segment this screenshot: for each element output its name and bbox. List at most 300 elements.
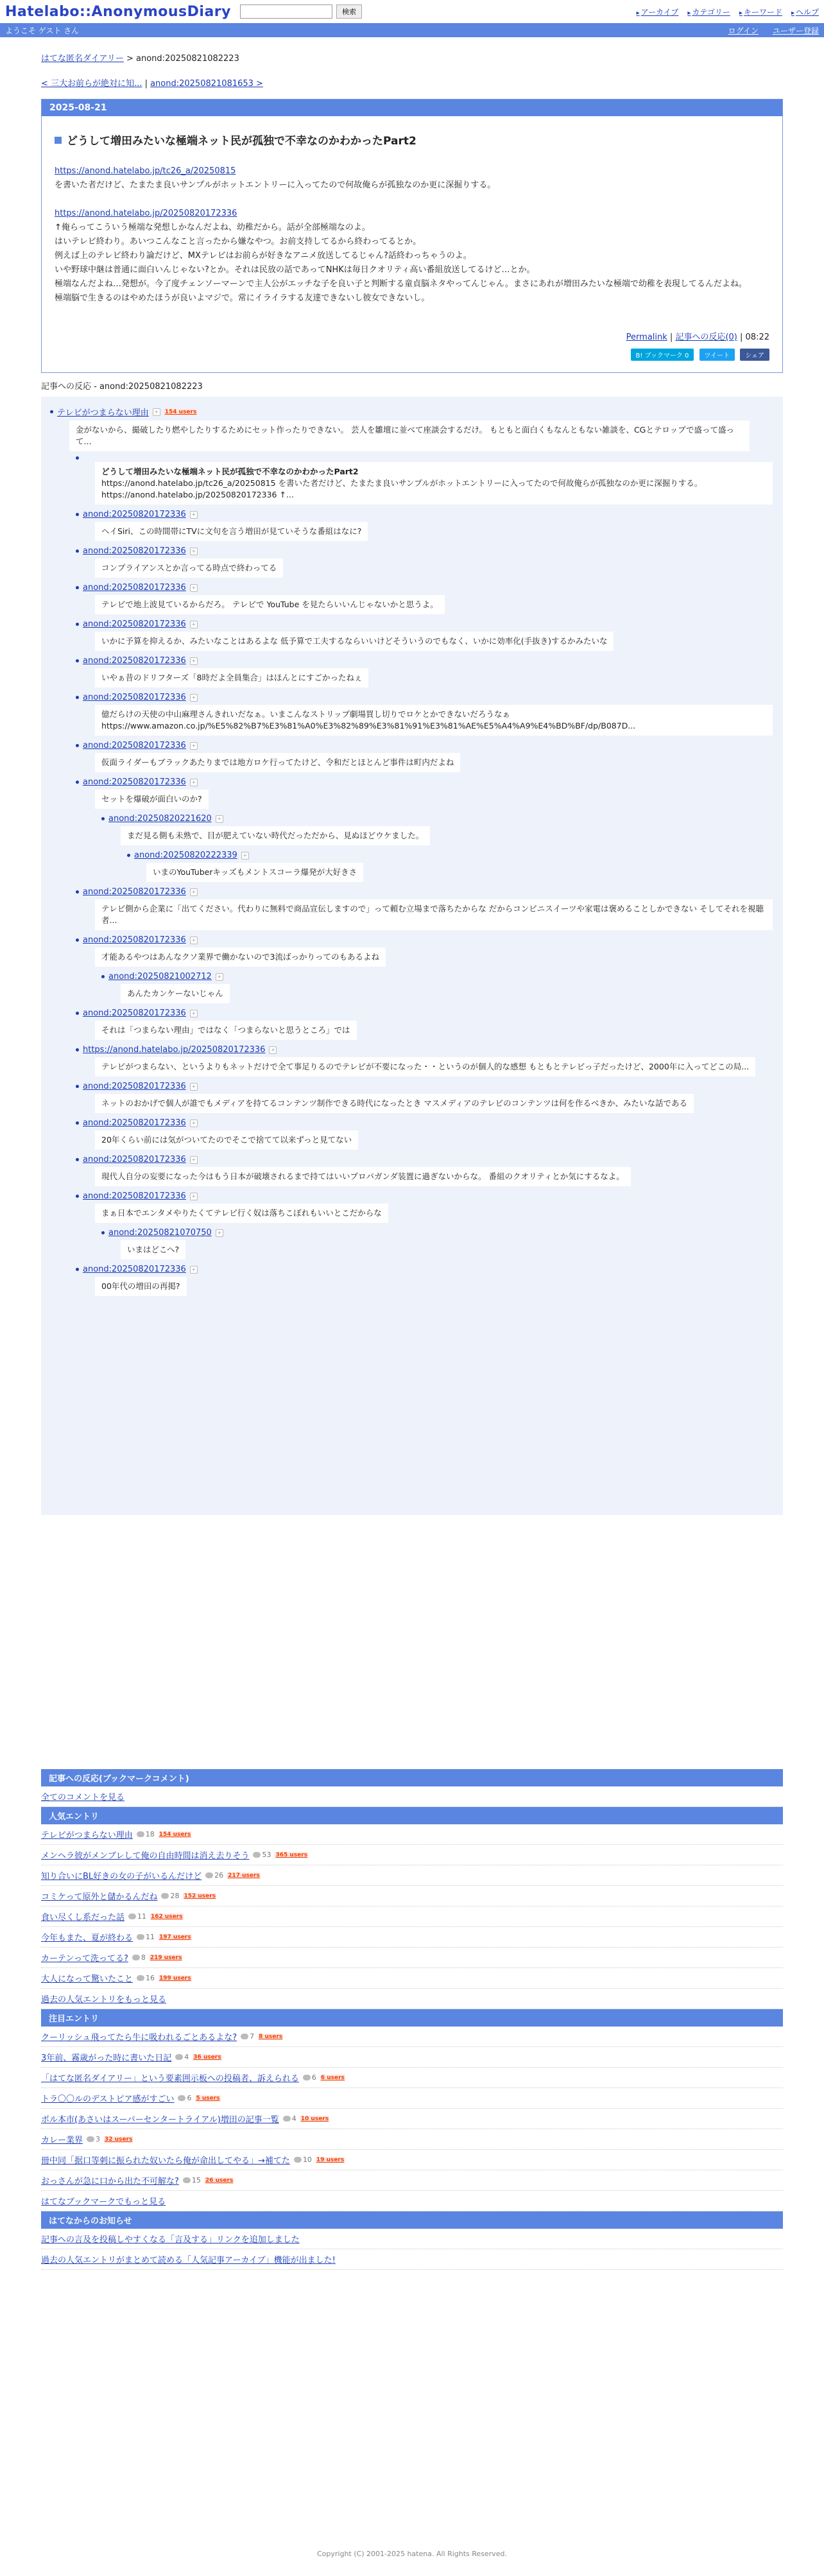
entry-row (41, 1927, 783, 1948)
expand-icon[interactable]: + (241, 852, 249, 860)
reaction-head (50, 406, 773, 418)
reaction-node (76, 777, 773, 809)
users-badge[interactable]: 219 users (150, 1954, 182, 1961)
entry-paragraph: を書いた者だけど、たまたま良いサンプルがホットエントリーに入ってたので何故俺らが孤独なのか更に深掘りする。 (55, 180, 496, 190)
users-badge[interactable]: 6 users (320, 2074, 345, 2081)
bullet-icon (76, 1268, 79, 1271)
reaction-link[interactable]: anond:20250820172336 (83, 1191, 186, 1201)
entry-title-link[interactable]: 冊中同「据口等刺に振られた奴いたら俺が命出してやる」→補てた (41, 2156, 290, 2166)
comment-count[interactable] (283, 2114, 296, 2123)
reaction-text (146, 863, 363, 882)
expand-icon[interactable]: + (190, 779, 198, 786)
reaction-body: ネットのおかげで個人が誰でもメディアを持てるコンテンツ制作できる時代になったとき マスメディアのテレビのコンテンツは何を作るべきか、みたいな話である (101, 1098, 687, 1108)
comment-count[interactable] (137, 1830, 155, 1838)
comment-bubble-icon (175, 2054, 183, 2060)
reaction-body: テレビがつまらない、というよりもネットだけで全て事足りるのでテレビが不要になった・・というのが個人的な感想 もともとテレビっ子だったけど、2000年に入ってどこの局... (101, 1062, 750, 1071)
reaction-node (76, 1008, 773, 1040)
entry-title-link[interactable]: 今年もまた、夏が終わる (41, 1933, 133, 1943)
reaction-text (121, 1240, 185, 1259)
diary-entry (41, 99, 783, 373)
bullet-icon (76, 696, 79, 699)
popular-bar: 人気エントリ (41, 1807, 783, 1824)
bullet-icon (101, 817, 105, 820)
expand-icon[interactable]: + (216, 973, 223, 981)
entry-row (41, 2150, 783, 2170)
breadcrumb-root[interactable]: はてな匿名ダイアリー (41, 54, 124, 64)
expand-icon[interactable]: + (190, 1010, 198, 1017)
comment-count-value: 11 (146, 1933, 155, 1941)
entry-title-link[interactable]: テレビがつまらない理由 (41, 1831, 133, 1840)
reaction-body: 才能あるやつはあんなクソ業界で働かないので3流ばっかりってのもあるよね (101, 952, 379, 962)
expand-icon[interactable]: + (190, 937, 198, 944)
reaction-head (101, 972, 773, 981)
reaction-text (121, 984, 230, 1003)
reaction-node (101, 814, 773, 845)
bullet-icon (76, 549, 79, 553)
bullet-icon (76, 890, 79, 894)
reaction-text (121, 826, 430, 845)
archive-link[interactable]: ▸ アーカイブ (637, 6, 679, 17)
reaction-head (76, 1118, 773, 1128)
expand-icon[interactable]: + (216, 815, 223, 823)
reaction-tree (41, 397, 783, 1515)
reaction-body: https://anond.hatelabo.jp/tc26_a/20250815 を書いた者だけど、たまたま良いサンプルがホットエントリーに入ってたので何故俺らが孤独なのか更に深掘りする。 https://anond.hatelabo.jp/20250820172336 ↑... (101, 478, 703, 499)
users-badge[interactable]: 217 users (228, 1872, 260, 1879)
comment-bubble-icon (303, 2075, 311, 2080)
expand-icon[interactable]: + (190, 1266, 198, 1274)
entry-title-link[interactable]: 知り合いにBL好きの女の子がいるんだけど (41, 1872, 202, 1881)
comment-count-value: 18 (145, 1830, 155, 1838)
comment-bubble-icon (161, 1893, 169, 1899)
expand-icon[interactable]: + (190, 657, 198, 665)
reaction-head (76, 510, 773, 519)
reaction-body: ヘイSiri、この時間帯にTVに文句を言う増田が見ていそうな番組はなに? (101, 526, 362, 536)
user-bar (0, 23, 824, 37)
reaction-body: 現代人自分の妄要になった今はもう日本が破壊されるまで持てはいいプロパガンダ装置に過ぎないからな。 番組のクオリティとか気にするなよ。 (101, 1171, 624, 1181)
comment-count[interactable] (175, 2053, 189, 2061)
reaction-link[interactable]: anond:20250820172336 (83, 546, 186, 556)
category-link[interactable]: ▸ カテゴリー (687, 6, 730, 17)
comment-count[interactable] (183, 2176, 201, 2184)
reaction-body: テレビ側から企業に「出てください。代わりに無料で商品宣伝しますので」って頼む立場まで落ちたからな だからコンビニスイーツや家電は褒めることしかできない そしてそれを視聴者... (101, 904, 764, 925)
expand-icon[interactable]: + (190, 1156, 198, 1164)
reaction-node (127, 851, 773, 882)
login-link[interactable]: ログイン (728, 26, 759, 35)
reaction-text (95, 1094, 694, 1113)
comment-count[interactable] (303, 2073, 316, 2082)
comment-bubble-icon (253, 1852, 261, 1858)
entry-row (41, 1948, 783, 1968)
bullet-icon (101, 975, 105, 978)
news-item[interactable]: 記事への言及を投稿しやすくなる「言及する」リンクを追加しました (41, 2235, 300, 2245)
users-badge[interactable]: 197 users (159, 1933, 191, 1941)
news-bar: はてなからのお知らせ (41, 2211, 783, 2229)
reaction-head (101, 1228, 773, 1238)
bullet-icon (76, 456, 79, 460)
reaction-node (76, 583, 773, 614)
entry-row (41, 2047, 783, 2068)
help-link[interactable]: ▸ ヘルプ (791, 6, 819, 17)
title-square-icon (55, 137, 62, 144)
comment-bubble-icon (137, 1975, 144, 1981)
entry-row (41, 2068, 783, 2088)
reaction-text (95, 1130, 358, 1150)
reactions-title: 記事への反応 - anond:20250821082223 (41, 382, 203, 392)
reaction-node (76, 693, 773, 736)
bullet-icon (76, 1048, 79, 1051)
reaction-head (127, 851, 773, 860)
popular-list (41, 1824, 783, 1989)
reaction-body: まだ見る側も未熟で、目が肥えていない時代だっただから、見ぬほどウケました。 (127, 831, 424, 840)
entry-row (41, 2129, 783, 2150)
comment-count-value: 8 (141, 1953, 146, 1962)
reaction-body: いまはどこへ? (127, 1245, 180, 1254)
users-badge[interactable]: 19 users (316, 2156, 345, 2163)
users-badge[interactable]: 26 users (205, 2177, 234, 2184)
reaction-head (76, 693, 773, 702)
comment-count-value: 6 (311, 2073, 316, 2082)
tweet-button[interactable]: ツイート (700, 349, 735, 361)
entry-title-link[interactable]: クーリッシュ飛ってたら牛に吸われるごとあるよな? (41, 2033, 237, 2043)
reaction-body: 億だらけの天使の中山麻理さんきれいだなぁ。いまこんなストリップ劇場買し切りでロケとかできないだろうなぁ https://www.amazon.co.jp/%E5%82%B7%E3%81%A0%E3%82%89%E3%81%91%E3%81%AE%E5%A4%A9%E4%BD%BF/dp/B087D... (101, 709, 636, 730)
reaction-node (76, 935, 773, 967)
entry-title-link[interactable]: カレー業界 (41, 2136, 83, 2145)
comment-count-value: 53 (262, 1851, 271, 1859)
reaction-link[interactable]: anond:20250820172336 (83, 887, 186, 897)
search-input[interactable] (240, 4, 332, 19)
comment-count[interactable] (137, 1974, 155, 1982)
comment-bubble-icon (137, 1934, 144, 1940)
top-bar (0, 0, 824, 23)
users-badge[interactable]: 154 users (159, 1831, 191, 1838)
entry-line: 例えば上のテレビ終わり論だけど、MXテレビはお前らが好きなアニメ放送してるじゃん?話終わっちゃうのよ。 (55, 251, 472, 261)
expand-icon[interactable]: + (190, 888, 198, 896)
reaction-node (76, 1191, 773, 1223)
reaction-link[interactable]: anond:20250820172336 (83, 777, 186, 787)
reaction-node (76, 546, 773, 578)
reactions-count-link[interactable]: 記事への反応(0) (675, 333, 737, 342)
entry-row (41, 2170, 783, 2191)
reaction-body: テレビで地上波見ているからだろ。 テレビで YouTube を見たらいいんじゃないかと思うよ。 (101, 600, 438, 609)
comment-count-value: 4 (291, 2114, 296, 2123)
users-badge[interactable]: 5 users (196, 2095, 220, 2102)
bullet-icon (76, 1158, 79, 1161)
reaction-body: いかに予算を抑えるか、みたいなことはあるよな 低予算で工夫するならいいけどそういうのでもなく、いかに効率化(手抜き)するかみたいな (101, 636, 608, 646)
bullet-icon (76, 1085, 79, 1088)
reaction-link[interactable]: anond:20250821070750 (108, 1228, 212, 1238)
entry-line: いや野球中継は普通に面白いんじゃない?とか。それは民放の話であってNHKは毎日クオリティ高い番組放送してるけど…とか。 (55, 265, 535, 275)
facebook-share-button[interactable]: シェア (740, 349, 769, 361)
entry-date: 2025-08-21 (42, 99, 782, 116)
entry-row (41, 1845, 783, 1865)
expand-icon[interactable]: + (190, 1083, 198, 1091)
copyright: Copyright (C) 2001-2025 hatena. All Rights Reserved. (317, 2550, 507, 2558)
users-badge[interactable]: 32 users (105, 2136, 133, 2143)
register-link[interactable]: ユーザー登録 (772, 26, 819, 35)
comment-count-value: 3 (96, 2135, 101, 2143)
comment-bubble-icon (294, 2157, 302, 2163)
reaction-link[interactable]: anond:20250820172336 (83, 656, 186, 666)
reaction-link[interactable]: anond:20250820172336 (83, 510, 186, 519)
entry-title-link[interactable]: おっさんが急に口から出た不可解な? (41, 2177, 179, 2186)
reaction-link[interactable]: https://anond.hatelabo.jp/20250820172336 (83, 1045, 266, 1055)
reaction-head (76, 619, 773, 629)
reaction-title[interactable]: どうして増田みたいな極端ネット民が孤独で不幸なのかわかったPart2 (101, 467, 359, 476)
reaction-body: 20年くらい前には気がついてたのでそこで捨てて以来ずっと見てない (101, 1135, 352, 1145)
comment-bubble-icon (137, 1831, 144, 1837)
notable-bar: 注目エントリ (41, 2009, 783, 2027)
bullet-icon (76, 1012, 79, 1015)
expand-icon[interactable]: + (216, 1229, 223, 1237)
reaction-link[interactable]: anond:20250820172336 (83, 1265, 186, 1274)
reaction-node (76, 656, 773, 687)
entry-row (41, 1906, 783, 1927)
popular-more-link[interactable]: 過去の人気エントリをもっと見る (41, 1995, 167, 2005)
reaction-head (76, 935, 773, 945)
entry-row (41, 2088, 783, 2109)
entry-line: ↑俺らってこういう極端な発想しかなんだよね、幼稚だから。話が全部極端なのよ。 (55, 223, 370, 232)
notable-list (41, 2027, 783, 2191)
reaction-node (76, 1265, 773, 1296)
reaction-head (76, 777, 773, 787)
lower-section (41, 1769, 783, 2270)
comment-count[interactable] (128, 1912, 146, 1921)
comment-bubble-icon (132, 1955, 140, 1960)
comment-count[interactable] (161, 1892, 179, 1900)
comment-count[interactable] (178, 2094, 191, 2102)
bullet-icon (76, 623, 79, 626)
bullet-icon (76, 513, 79, 516)
comment-count[interactable] (253, 1851, 271, 1859)
reaction-text (95, 522, 368, 541)
users-badge[interactable]: 199 users (159, 1975, 191, 1982)
bullet-icon (76, 1195, 79, 1198)
news-item[interactable]: 過去の人気エントリがまとめて読める「人気記事アーカイブ」機能が出ました! (41, 2256, 336, 2265)
expand-icon[interactable]: + (190, 742, 198, 750)
reaction-body: いまのYouTuberキッズもメントスコーラ爆発が大好きさ (153, 867, 357, 877)
expand-icon[interactable]: + (190, 1193, 198, 1200)
main-content (41, 37, 783, 1515)
reaction-head (76, 656, 773, 666)
reaction-head (76, 546, 773, 556)
bullet-icon (76, 744, 79, 747)
expand-icon[interactable]: + (190, 1119, 198, 1127)
share-buttons (55, 349, 769, 361)
reaction-link[interactable]: anond:20250820222339 (134, 851, 237, 860)
reaction-body: 仮面ライダーもブラックあたりまでは地方ロケ行ってたけど、令和だとほとんど事件は町内だよね (101, 757, 454, 767)
reaction-node (76, 1155, 773, 1186)
reaction-head (76, 1155, 773, 1164)
expand-icon[interactable]: + (190, 548, 198, 555)
comment-bubble-icon (87, 2136, 94, 2142)
users-badge[interactable]: 365 users (275, 1851, 308, 1858)
entry-time: 08:22 (745, 333, 769, 342)
reaction-body: それは「つまらない理由」ではなく「つまらないと思うところ」では (101, 1025, 350, 1035)
entry-row (41, 1968, 783, 1989)
users-badge[interactable]: 154 users (164, 408, 197, 415)
reaction-text (95, 595, 445, 614)
comment-bubble-icon (205, 1872, 213, 1878)
expand-icon[interactable]: + (190, 694, 198, 702)
comment-count[interactable] (87, 2135, 100, 2143)
reaction-text (95, 558, 283, 578)
top-links (637, 6, 819, 17)
reaction-text (95, 947, 386, 967)
expand-icon[interactable]: + (190, 621, 198, 628)
entry-footer: Permalink | 記事への反応(0) | 08:22 (626, 333, 769, 342)
reaction-head (101, 814, 773, 824)
entry-title-link[interactable]: メンヘラ彼がメンブレして俺の自由時間は消え去りそう (41, 1851, 250, 1861)
entry-link-2[interactable]: https://anond.hatelabo.jp/20250820172336 (55, 209, 237, 218)
comment-bubble-icon (283, 2116, 291, 2122)
entry-title-link[interactable]: 大人になって驚いたこと (41, 1975, 133, 1984)
bullet-icon (101, 1231, 105, 1234)
comment-count-value: 11 (137, 1912, 147, 1921)
bullet-icon (76, 781, 79, 784)
entry-title-link[interactable]: コミケって原外と儲かるんだね (41, 1892, 158, 1902)
comment-count[interactable] (137, 1933, 155, 1941)
users-badge[interactable]: 162 users (151, 1913, 183, 1920)
reaction-link[interactable]: anond:20250820172336 (83, 1082, 186, 1091)
reaction-text (95, 1167, 631, 1186)
reaction-head (76, 1008, 773, 1018)
next-entry-link[interactable]: anond:20250821081653 > (150, 79, 263, 89)
comment-count-value: 28 (170, 1892, 180, 1900)
entry-line: 極端脳で生きるのはやめたほうが良いよマジで。常にイライラする友達できないし彼女できないし。 (55, 293, 430, 303)
search-button[interactable]: 検索 (336, 4, 362, 19)
keyword-link[interactable]: ▸ キーワード (739, 6, 782, 17)
entry-row (41, 1886, 783, 1906)
reaction-head (76, 456, 773, 460)
reaction-link[interactable]: anond:20250821002712 (108, 972, 212, 981)
reaction-node (76, 1082, 773, 1113)
entry-pager: < 三大お前らが絶対に知... | anond:20250821081653 > (41, 79, 263, 89)
breadcrumb: はてな匿名ダイアリー > anond:20250821082223 (41, 54, 239, 64)
users-badge[interactable]: 152 users (184, 1892, 216, 1899)
comment-count-value: 10 (302, 2156, 312, 2164)
reaction-text (95, 790, 209, 809)
entry-title-link[interactable]: トラ〇〇ルのデストピア感がすごい (41, 2095, 175, 2104)
reaction-body: セットを爆破が面白いのか? (101, 794, 202, 804)
expand-icon[interactable]: + (190, 584, 198, 592)
reaction-link[interactable]: anond:20250820172336 (83, 935, 186, 945)
reaction-link[interactable]: anond:20250820221620 (108, 814, 212, 824)
reaction-text (95, 899, 773, 930)
entry-title-link[interactable]: カーテンって洗ってる? (41, 1954, 128, 1964)
comment-count-value: 26 (214, 1871, 224, 1880)
reaction-link[interactable]: anond:20250820172336 (83, 619, 186, 629)
entry-row (41, 1865, 783, 1886)
site-logo[interactable]: Hatelabo::AnonymousDiary (5, 3, 231, 20)
bullet-icon (76, 659, 79, 662)
reaction-node (76, 456, 773, 505)
entry-title-link[interactable]: ポル本市(あさいはスーパーセンタートライアル)増田の記事一覧 (41, 2115, 279, 2125)
comment-count-value: 16 (146, 1974, 155, 1982)
reaction-link[interactable]: anond:20250820172336 (83, 1118, 186, 1128)
reaction-link[interactable]: anond:20250820172336 (83, 693, 186, 702)
reaction-head (76, 1082, 773, 1091)
reaction-text (95, 753, 460, 772)
comment-count[interactable] (205, 1871, 223, 1880)
reaction-text (95, 462, 773, 505)
reaction-body: コンプライアンスとか言ってる時点で終わってる (101, 563, 277, 573)
entry-title-link[interactable]: 「はてな匿名ダイアリー」という要素囲示板への投稿者、訴えられる (41, 2074, 299, 2084)
comment-bubble-icon (241, 2034, 248, 2039)
reaction-link[interactable]: anond:20250820172336 (83, 1008, 186, 1018)
entry-link-1[interactable]: https://anond.hatelabo.jp/tc26_a/20250815 (55, 166, 236, 176)
reaction-text (95, 1204, 388, 1223)
comment-bubble-icon (183, 2177, 191, 2183)
reaction-body: まぁ日本でエンタメやりたくてテレビ行く奴は落ちこぼれもいいとこだからな (101, 1208, 382, 1218)
users-badge[interactable]: 8 users (259, 2033, 283, 2040)
reaction-link[interactable]: テレビがつまらない理由 (57, 408, 149, 418)
reaction-body: 金がないから、撮破したり燃やしたりするためにセット作ったりできない。 芸人を雛壇に並べて座談会するだけ。 もともと面白くもなんともない雑談を、CGとテロップで盛って盛って... (76, 425, 734, 446)
prev-entry-link[interactable]: < 三大お前らが絶対に知... (41, 79, 142, 89)
bullet-icon (76, 938, 79, 942)
reaction-body: 00年代の増田の再掲? (101, 1281, 180, 1291)
users-badge[interactable]: 10 users (300, 2115, 329, 2122)
bookmark-button[interactable]: B! ブックマーク 0 (631, 349, 694, 361)
all-comments-link[interactable]: 全てのコメントを見る (41, 1793, 125, 1802)
reaction-body: いやぁ昔のドリフターズ「8時だよ全員集合」はほんとにすごかったねぇ (101, 673, 363, 682)
comment-count[interactable] (241, 2032, 254, 2041)
entry-title: どうして増田みたいな極端ネット民が孤独で不幸なのかわかったPart2 (55, 132, 769, 148)
reaction-link[interactable]: anond:20250820172336 (83, 741, 186, 750)
reaction-node (50, 406, 773, 451)
expand-icon[interactable]: + (153, 408, 160, 416)
comment-bubble-icon (178, 2095, 185, 2101)
reaction-text (95, 1057, 755, 1076)
bullet-icon (76, 1121, 79, 1125)
reaction-head (76, 1191, 773, 1201)
entry-line: 極端なんだよね…発想が。今了度チェンソーマーンで主人公がエッチな子を良い子と判断する童貞脳ネタやってんじゃん。まさにあれが増田みたいな極端で幼稚を表現してるんだよね。 (55, 279, 747, 289)
bullet-icon (50, 410, 53, 413)
entry-title-link[interactable]: 食い尽くし系だった話 (41, 1913, 125, 1923)
reaction-text (95, 1277, 187, 1296)
reaction-head (76, 741, 773, 750)
reaction-head (76, 1265, 773, 1274)
reaction-body: あんたカンケーないじゃん (127, 989, 223, 998)
comment-count-value: 4 (184, 2053, 189, 2061)
bookmark-comments-bar: 記事への反応(ブックマークコメント) (41, 1769, 783, 1786)
entry-row (41, 1824, 783, 1845)
entry-row (41, 2027, 783, 2047)
permalink[interactable]: Permalink (626, 333, 667, 342)
reaction-link[interactable]: anond:20250820172336 (83, 1155, 186, 1164)
entry-row (41, 2109, 783, 2129)
welcome-text: ようこそ ゲスト さん (5, 26, 80, 35)
entry-title-link[interactable]: 3年前、霧歳がった時に書いた日記 (41, 2053, 172, 2063)
users-badge[interactable]: 36 users (193, 2053, 221, 2061)
reaction-text (69, 420, 750, 451)
reaction-text (95, 705, 773, 736)
expand-icon[interactable]: + (269, 1046, 277, 1054)
reaction-node (101, 1228, 773, 1259)
expand-icon[interactable]: + (190, 511, 198, 519)
reaction-head (76, 887, 773, 897)
comment-count-value: 6 (187, 2094, 192, 2102)
reaction-node (101, 972, 773, 1003)
breadcrumb-current: anond:20250821082223 (136, 54, 239, 64)
comment-bubble-icon (128, 1914, 136, 1919)
notable-more-link[interactable]: はてなブックマークでもっと見る (41, 2197, 166, 2207)
comment-count-value: 7 (250, 2032, 255, 2041)
comment-count[interactable] (132, 1953, 146, 1962)
reaction-link[interactable]: anond:20250820172336 (83, 583, 186, 592)
comment-count[interactable] (294, 2156, 312, 2164)
reaction-node (76, 1045, 773, 1076)
reaction-node (76, 887, 773, 930)
